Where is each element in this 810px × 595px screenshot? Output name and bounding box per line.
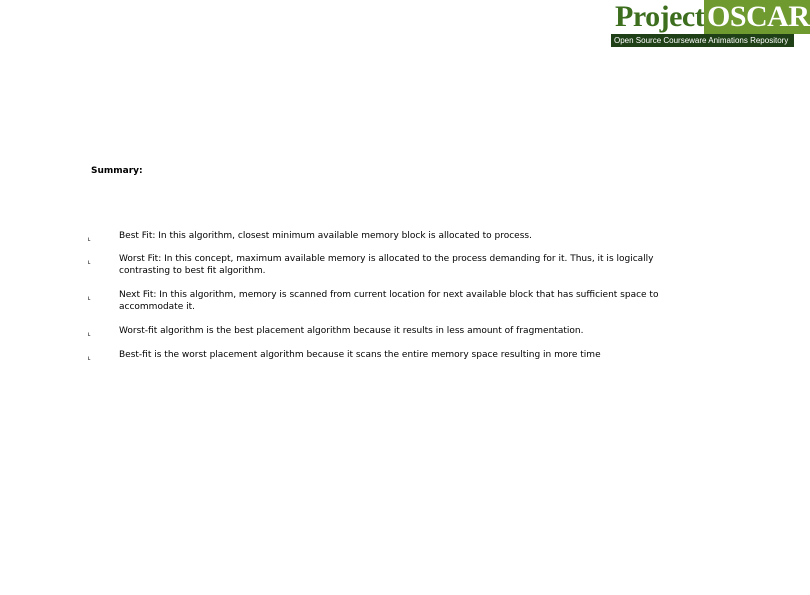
- project-oscar-logo: [611, 0, 810, 47]
- bullet-icon: ˪: [88, 234, 91, 243]
- logo-word-project: Project: [611, 0, 704, 34]
- bullet-icon: ˪: [88, 257, 91, 266]
- logo-word-oscar: OSCAR: [704, 0, 810, 34]
- summary-item-text: Best-fit is the worst placement algorithm because it scans the entire memory space resulting in more time: [119, 350, 601, 360]
- bullet-icon: ˪: [88, 293, 91, 302]
- bullet-icon: ˪: [88, 353, 91, 362]
- logo-wordmark: [611, 0, 810, 34]
- logo-tagline: Open Source Courseware Animations Repository: [611, 34, 794, 47]
- summary-item-text: Worst Fit: In this concept, maximum available memory is allocated to the process demanding for it. Thus, it is logically contrasting to best fit algorithm.: [119, 254, 654, 276]
- summary-item-text: Next Fit: In this algorithm, memory is scanned from current location for next available block that has sufficient space to accommodate it.: [119, 290, 659, 312]
- summary-heading: Summary:: [91, 166, 143, 176]
- summary-item-text: Best Fit: In this algorithm, closest minimum available memory block is allocated to process.: [119, 231, 532, 241]
- bullet-icon: ˪: [88, 329, 91, 338]
- summary-item-text: Worst-fit algorithm is the best placement algorithm because it results in less amount of fragmentation.: [119, 326, 584, 336]
